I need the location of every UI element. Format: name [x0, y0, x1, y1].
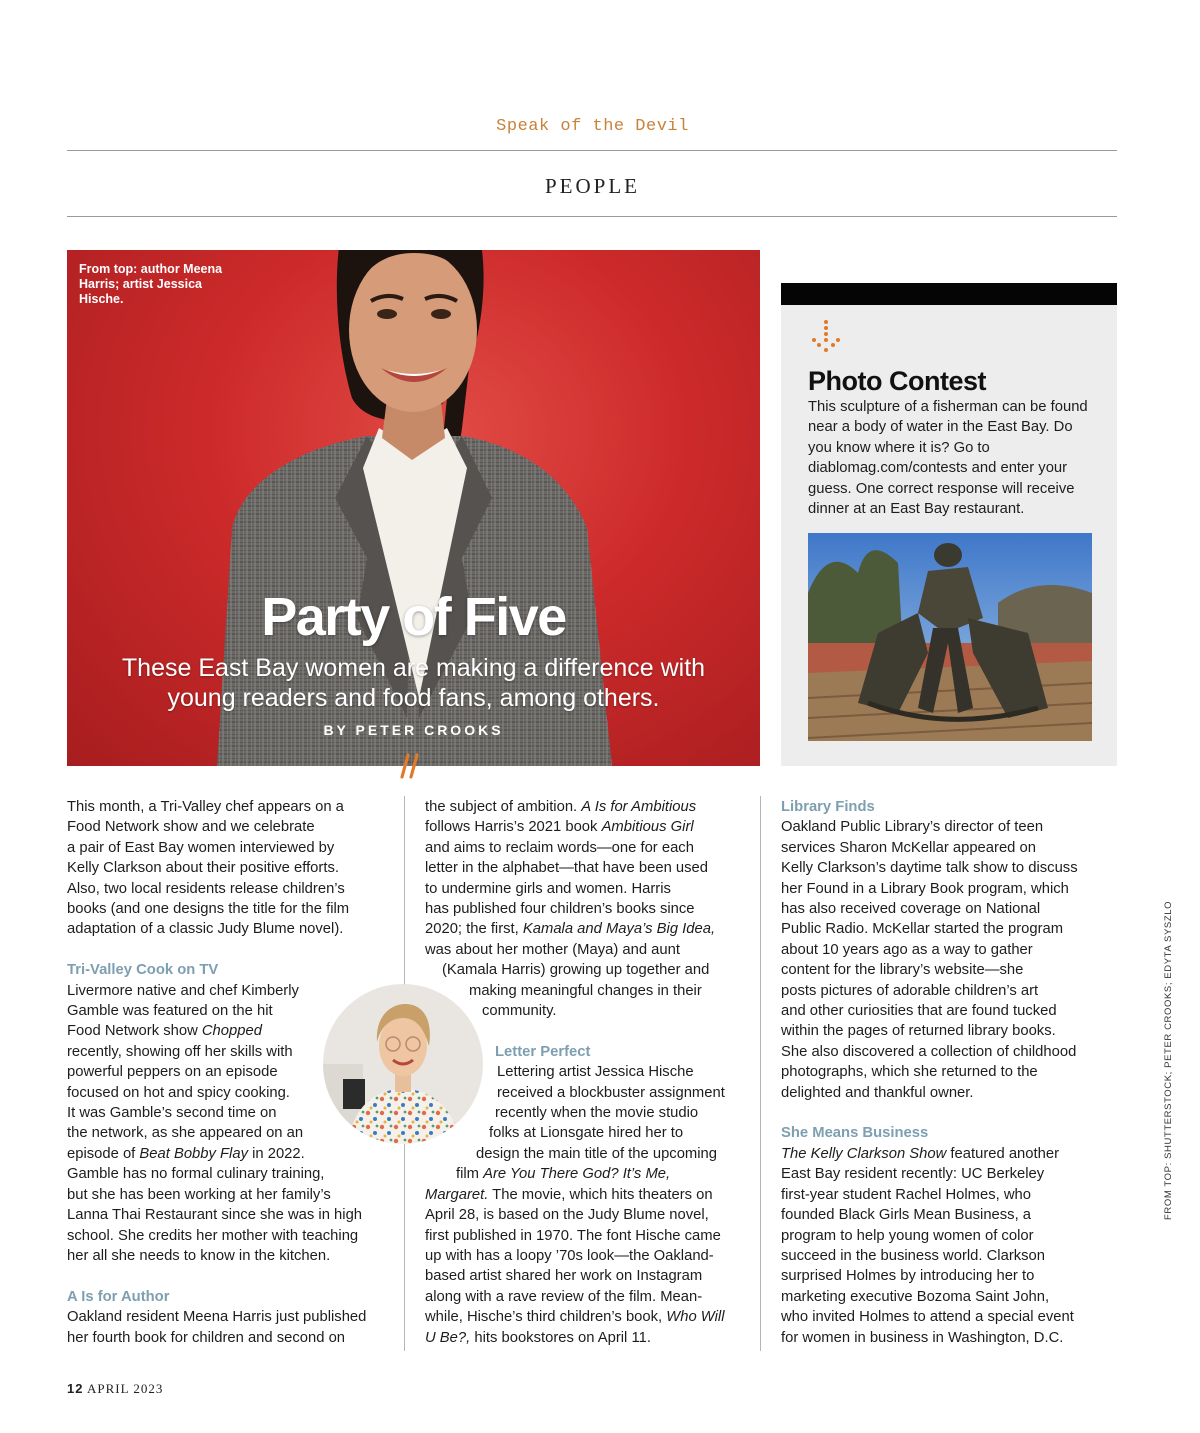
body-line: recently, showing off her skills with — [67, 1043, 293, 1060]
fisherman-sculpture-photo — [808, 533, 1092, 741]
body-line: about 10 years ago as a way to gather — [781, 941, 1033, 958]
body-line: focused on hot and spicy cooking. — [67, 1084, 290, 1101]
body-line: school. She credits her mother with teaching — [67, 1227, 359, 1244]
body-line: Also, two local residents release children’s — [67, 880, 345, 897]
body-line: content for the library’s website—she — [781, 962, 1024, 979]
body-line: Margaret. The movie, which hits theaters on — [425, 1186, 713, 1203]
body-line: Lanna Thai Restaurant since she was in high — [67, 1207, 363, 1224]
body-line: received a blockbuster assignment — [497, 1084, 725, 1101]
page-folio — [67, 1381, 163, 1397]
body-line: folks at Lionsgate hired her to — [489, 1125, 684, 1142]
subhead-library-finds: Library Finds — [781, 799, 875, 815]
body-line: program to help young women of color — [781, 1227, 1034, 1244]
body-line: letter in the alphabet—that have been used — [425, 860, 708, 877]
body-line: film Are You There God? It’s Me, — [456, 1166, 671, 1183]
article-dek: These East Bay women are making a difference with young readers and food fans, among others. — [121, 654, 706, 712]
body-line: within the pages of returned library books. — [781, 1023, 1056, 1040]
article-byline: BY PETER CROOKS — [323, 722, 504, 738]
body-line: while, Hische’s third children’s book, Who Will — [425, 1309, 725, 1326]
header-rule-bottom — [67, 216, 1117, 217]
body-line: and aims to reclaim words—one for each — [425, 839, 694, 856]
hero-photo-caption: From top: author Meena Harris; artist Jessica Hische. — [79, 262, 223, 306]
body-line: It was Gamble’s second time on — [67, 1105, 277, 1122]
body-line: photographs, which she returned to the — [781, 1064, 1038, 1081]
body-line: but she has been working at her family’s — [67, 1186, 331, 1203]
body-line: Food Network show and we celebrate — [67, 819, 315, 836]
body-line: the subject of ambition. A Is for Ambitious — [425, 799, 697, 815]
body-line: to undermine girls and women. Harris — [425, 880, 671, 897]
body-line: She also discovered a collection of childhood — [781, 1043, 1077, 1060]
body-line: recently when the movie studio — [495, 1105, 699, 1122]
body-line: (Kamala Harris) growing up together and — [442, 962, 710, 979]
body-line: along with a rave review of the film. Mean- — [425, 1288, 703, 1305]
body-line: Gamble was featured on the hit — [67, 1003, 273, 1020]
body-line: delighted and thankful owner. — [781, 1084, 974, 1101]
page-number: 12 — [67, 1381, 84, 1396]
subhead-tri-valley-cook: Tri-Valley Cook on TV — [67, 962, 219, 979]
body-line: Oakland resident Meena Harris just published — [67, 1309, 367, 1326]
section-label: PEOPLE — [544, 174, 640, 198]
header-rule-top — [67, 150, 1117, 151]
body-line: adaptation of a classic Judy Blume novel). — [67, 921, 344, 938]
double-slash-ornament-icon — [400, 753, 426, 779]
body-line: community. — [482, 1003, 557, 1020]
body-line: Kelly Clarkson’s daytime talk show to discuss — [781, 860, 1078, 877]
sidebar-body: This sculpture of a fisherman can be found near a body of water in the East Bay. Do you know where it is? Go to diablomag.com/contests and enter your guess. One correct response will receive dinner at an East Bay restaurant. — [808, 399, 1088, 518]
article-column-2 — [425, 797, 755, 1348]
hero-image — [67, 250, 760, 766]
body-line: making meaningful changes in their — [469, 982, 702, 999]
body-line: Lettering artist Jessica Hische — [497, 1064, 694, 1081]
body-line: was about her mother (Maya) and aunt — [425, 941, 680, 958]
body-line: The Kelly Clarkson Show featured another — [781, 1145, 1060, 1162]
issue-date: APRIL 2023 — [87, 1381, 164, 1396]
sidebar-title: Photo Contest — [808, 366, 986, 396]
body-line: services Sharon McKellar appeared on — [781, 839, 1036, 856]
sidebar-top-bar — [781, 283, 1117, 305]
body-line: design the main title of the upcoming — [476, 1145, 718, 1162]
body-line: 2020; the first, Kamala and Maya’s Big Idea, — [425, 921, 716, 938]
body-line: This month, a Tri-Valley chef appears on a — [67, 799, 344, 815]
body-line: books (and one designs the title for the film — [67, 901, 350, 918]
photo-credits: FROM TOP: SHUTTERSTOCK; PETER CROOKS; EDYTA SYSZLO — [1163, 900, 1174, 1220]
body-line: has also received coverage on National — [781, 901, 1041, 918]
article-title: Party of Five — [261, 587, 566, 647]
body-line: succeed in the business world. Clarkson — [781, 1247, 1046, 1264]
body-line: founded Black Girls Mean Business, a — [781, 1207, 1032, 1224]
body-line: and other curiosities that are found tucked — [781, 1003, 1057, 1020]
body-line: first-year student Rachel Holmes, who — [781, 1186, 1032, 1203]
dotted-down-arrow-icon — [810, 320, 842, 356]
body-line: based artist shared her work on Instagram — [425, 1268, 703, 1285]
body-line: Public Radio. McKellar started the program — [781, 921, 1064, 938]
body-line: the network, as she appeared on an — [67, 1125, 304, 1142]
body-line: up with has a loopy ’70s look—the Oakland- — [425, 1247, 714, 1264]
subhead-letter-perfect: Letter Perfect — [495, 1043, 591, 1060]
body-line: Oakland Public Library’s director of teen — [781, 819, 1044, 836]
body-line: Livermore native and chef Kimberly — [67, 982, 299, 999]
body-line: Food Network show Chopped — [67, 1023, 262, 1040]
body-line: first published in 1970. The font Hische came — [425, 1227, 721, 1244]
subhead-a-is-for-author: A Is for Author — [67, 1288, 170, 1305]
body-line: powerful peppers on an episode — [67, 1064, 278, 1081]
body-line: has published four children’s books since — [425, 901, 695, 918]
body-line: follows Harris’s 2021 book Ambitious Girl — [425, 819, 694, 836]
body-line: who invited Holmes to attend a special event — [781, 1309, 1074, 1326]
column-rule-2 — [760, 796, 761, 1351]
subhead-she-means-business: She Means Business — [781, 1125, 929, 1142]
body-line: a pair of East Bay women interviewed by — [67, 839, 335, 856]
body-line: Gamble has no formal culinary training, — [67, 1166, 325, 1183]
body-line: episode of Beat Bobby Flay in 2022. — [67, 1145, 305, 1162]
body-line: U Be?, hits bookstores on April 11. — [425, 1329, 651, 1346]
body-line: Kelly Clarkson about their positive efforts. — [67, 860, 339, 877]
body-line: for women in business in Washington, D.C. — [781, 1329, 1064, 1346]
section-kicker: Speak of the Devil — [496, 117, 689, 136]
body-line: her Found in a Library Book program, which — [781, 880, 1069, 897]
body-line: posts pictures of adorable children’s art — [781, 982, 1039, 999]
body-line: marketing executive Bozoma Saint John, — [781, 1288, 1050, 1305]
body-line: East Bay resident recently: UC Berkeley — [781, 1166, 1045, 1183]
body-line: her fourth book for children and second on — [67, 1329, 346, 1346]
body-line: surprised Holmes by introducing her to — [781, 1268, 1035, 1285]
body-line: April 28, is based on the Judy Blume novel, — [425, 1207, 709, 1224]
article-column-3 — [781, 797, 1111, 1348]
body-line: her all she needs to know in the kitchen. — [67, 1247, 331, 1264]
